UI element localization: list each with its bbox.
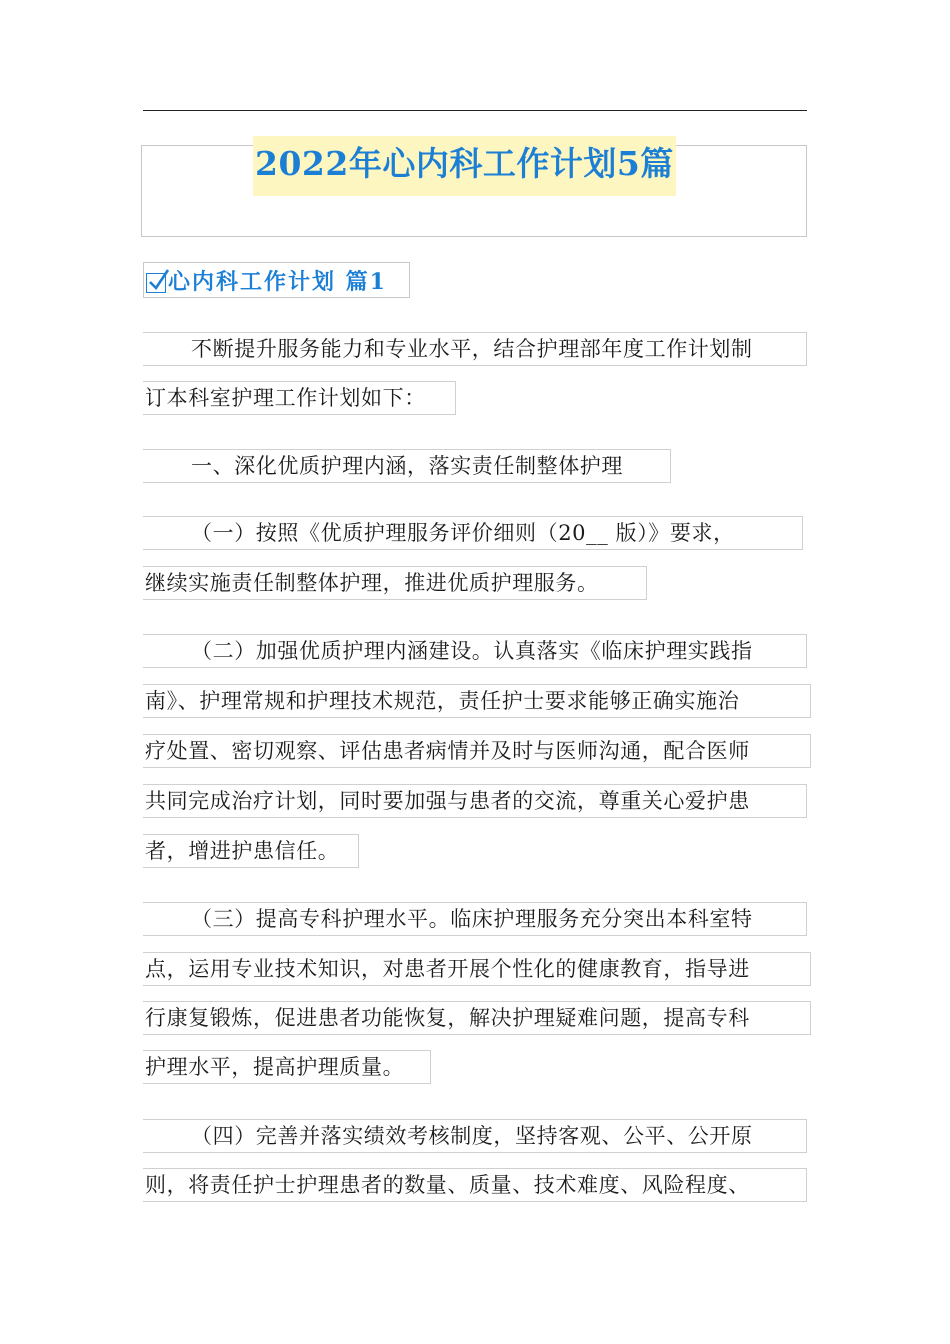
paragraph-line: 不断提升服务能力和专业水平，结合护理部年度工作计划制 <box>143 332 807 366</box>
paragraph-line: 共同完成治疗计划，同时要加强与患者的交流，尊重关心爱护患 <box>143 784 807 818</box>
top-rule <box>143 110 807 111</box>
paragraph-line: （三）提高专科护理水平。临床护理服务充分突出本科室特 <box>143 902 807 936</box>
paragraph-line: 者，增进护患信任。 <box>143 834 359 868</box>
paragraph-line: 则，将责任护士护理患者的数量、质量、技术难度、风险程度、 <box>143 1168 807 1202</box>
paragraph-line: 护理水平，提高护理质量。 <box>143 1050 431 1084</box>
paragraph-line: 订本科室护理工作计划如下： <box>143 381 456 415</box>
paragraph-line: 一、深化优质护理内涵，落实责任制整体护理 <box>143 449 671 483</box>
paragraph-line: 南》、护理常规和护理技术规范，责任护士要求能够正确实施治 <box>143 684 811 718</box>
paragraph-line: 点，运用专业技术知识，对患者开展个性化的健康教育，指导进 <box>143 952 811 986</box>
paragraph-line: 行康复锻炼，促进患者功能恢复，解决护理疑难问题，提高专科 <box>143 1001 811 1035</box>
paragraph-line: （一）按照《优质护理服务评价细则（20__ 版）》要求， <box>143 516 803 550</box>
section-heading <box>143 262 410 298</box>
section-heading-text: 心内科工作计划 篇1 <box>168 268 387 295</box>
paragraph-line: 继续实施责任制整体护理，推进优质护理服务。 <box>143 566 647 600</box>
paragraph-line: （四）完善并落实绩效考核制度，坚持客观、公平、公开原 <box>143 1119 807 1153</box>
paragraph-line: 疗处置、密切观察、评估患者病情并及时与医师沟通，配合医师 <box>143 734 811 768</box>
paragraph-line: （二）加强优质护理内涵建设。认真落实《临床护理实践指 <box>143 634 807 668</box>
page-title: 2022年心内科工作计划5篇 <box>253 136 676 196</box>
checkbox-check-icon <box>146 273 166 293</box>
